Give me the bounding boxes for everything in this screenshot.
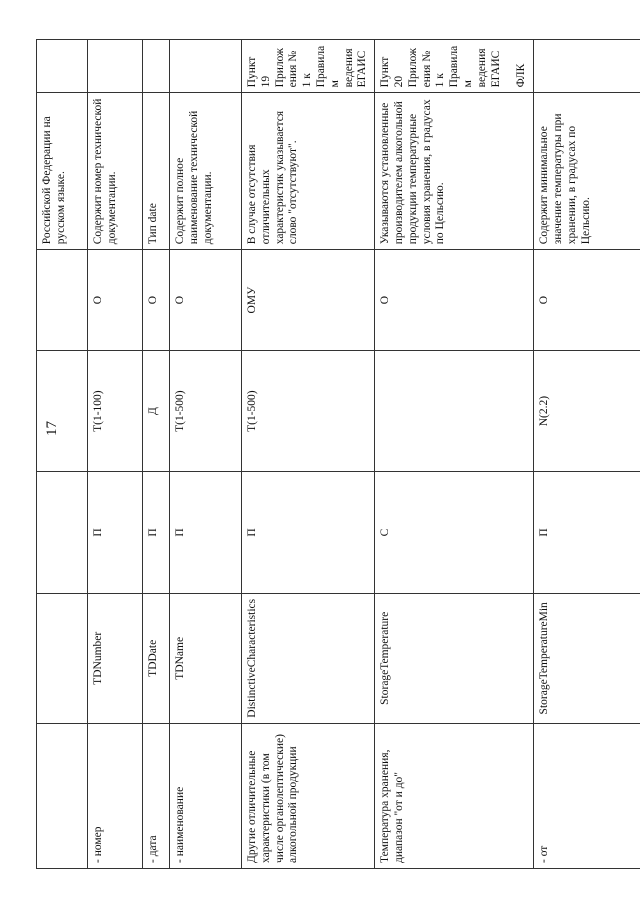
cell-multiplicity [37, 250, 88, 351]
cell-name: - номер [88, 723, 143, 868]
cell-code: StorageTemperatureMin [534, 593, 640, 723]
cell-usage: П [534, 472, 640, 593]
cell-format [37, 350, 88, 471]
cell-usage: П [143, 472, 170, 593]
cell-usage: П [88, 472, 143, 593]
table-row [375, 40, 534, 869]
cell-reference [534, 40, 640, 93]
cell-reference [37, 40, 88, 93]
cell-name [37, 723, 88, 868]
cell-description: Содержит минимальное значение температуры при хранении, в градусах по Цельсию. [534, 93, 640, 250]
cell-description: Содержит номер технической документации. [88, 93, 143, 250]
cell-description: Тип date [143, 93, 170, 250]
rotated-page-content [36, 39, 596, 869]
cell-name: Температура хранения, диапазон "от и до" [375, 723, 534, 868]
reference-flk: ФЛК [515, 63, 528, 88]
cell-reference [375, 40, 534, 93]
cell-multiplicity: О [534, 250, 640, 351]
cell-reference [143, 40, 170, 93]
cell-code: TDDate [143, 593, 170, 723]
cell-code: TDNumber [88, 593, 143, 723]
page-number: 17 [44, 421, 60, 436]
cell-usage: П [170, 472, 242, 593]
cell-name: Другие отличительные характеристики (в том числе органолептические) алкогольной продукции [242, 723, 375, 868]
cell-multiplicity: О [88, 250, 143, 351]
cell-name: - дата [143, 723, 170, 868]
cell-reference [170, 40, 242, 93]
table-row [88, 40, 143, 869]
cell-description: Указываются установленные производителем алкогольной продукции температурные условия хранения, в градусах по Цельсию. [375, 93, 534, 250]
cell-reference: Пункт 19 Приложения № 1 к Правилам ведения ЕГАИС [242, 40, 375, 93]
cell-code: TDName [170, 593, 242, 723]
table-row [170, 40, 242, 869]
cell-reference [88, 40, 143, 93]
table-row [37, 40, 88, 869]
cell-multiplicity: ОМУ [242, 250, 375, 351]
table-row [143, 40, 170, 869]
table-row [242, 40, 375, 869]
cell-format: T(1-100) [88, 350, 143, 471]
table-row [534, 40, 640, 869]
cell-format: Д [143, 350, 170, 471]
requirements-table [36, 39, 640, 869]
cell-code: StorageTemperature [375, 593, 534, 723]
cell-multiplicity: О [170, 250, 242, 351]
cell-multiplicity: О [375, 250, 534, 351]
cell-code [37, 593, 88, 723]
reference-text: Пункт 20 Приложения № 1 к Правилам ведения ЕГАИС [379, 45, 502, 88]
cell-code: DistinctiveCharacteristics [242, 593, 375, 723]
cell-description: Содержит полное наименование технической документации. [170, 93, 242, 250]
cell-format: T(1-500) [170, 350, 242, 471]
cell-format: T(1-500) [242, 350, 375, 471]
cell-multiplicity: О [143, 250, 170, 351]
cell-format: N(2.2) [534, 350, 640, 471]
cell-format [375, 350, 534, 471]
cell-usage: С [375, 472, 534, 593]
cell-usage: П [242, 472, 375, 593]
cell-name: - наименование [170, 723, 242, 868]
cell-description: Российской Федерации на русском языке. [37, 93, 88, 250]
cell-description: В случае отсутствия отличительных характеристик указывается слово "отсутствуют". [242, 93, 375, 250]
cell-usage [37, 472, 88, 593]
cell-name: - от [534, 723, 640, 868]
